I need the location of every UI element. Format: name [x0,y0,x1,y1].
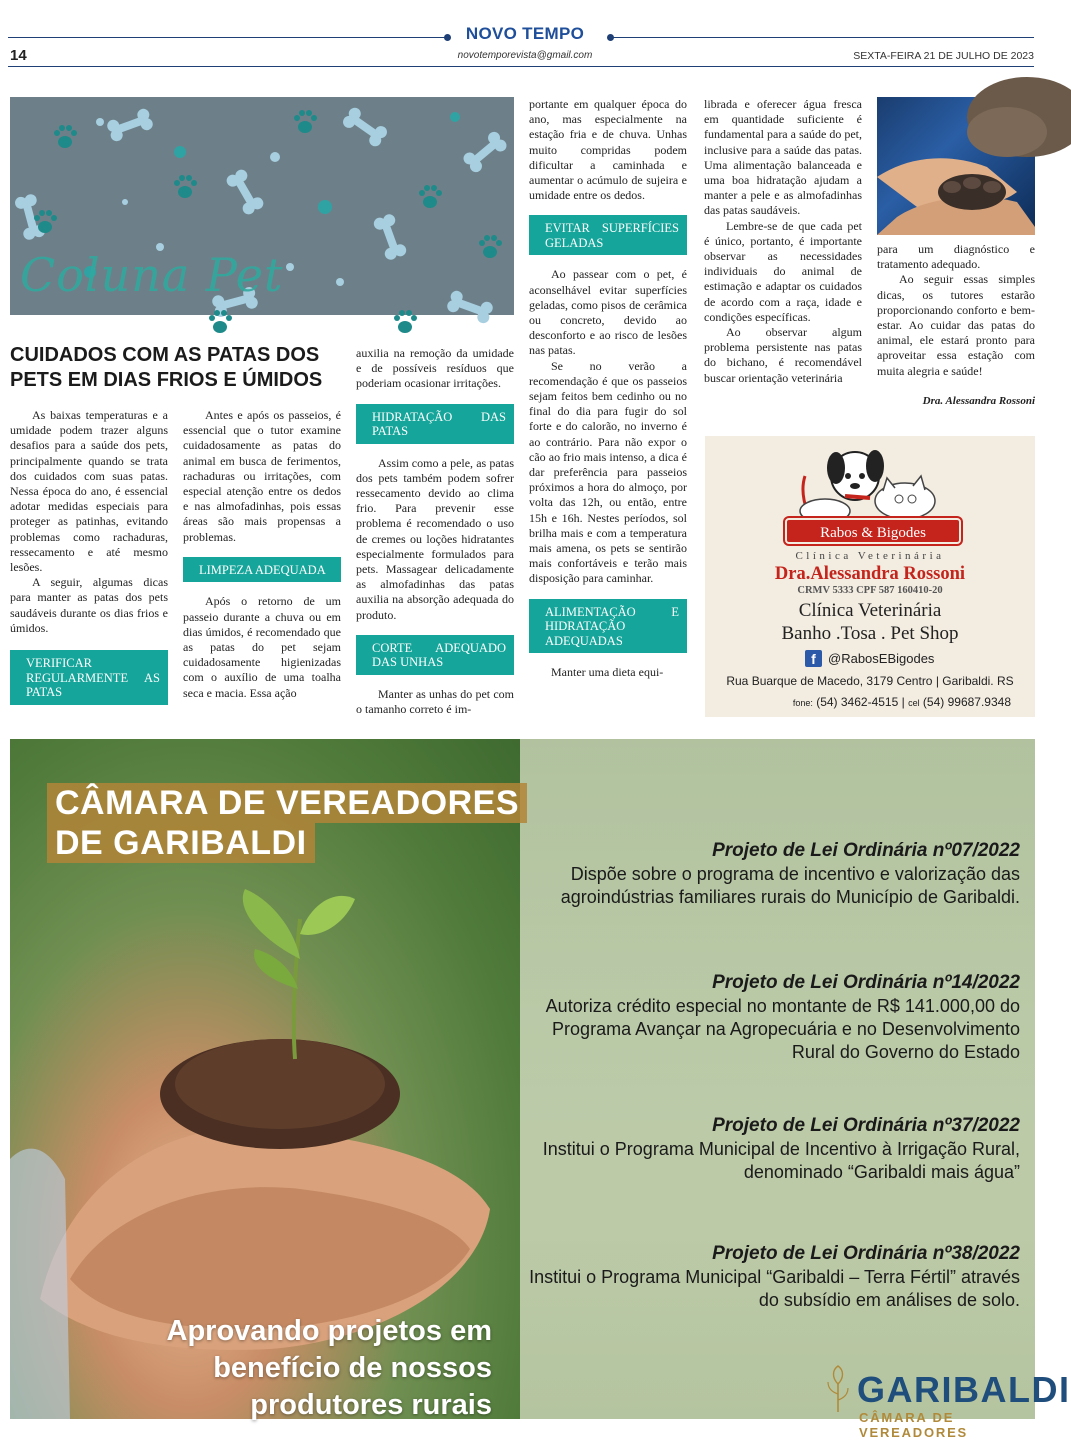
article-paragraph: As baixas temperaturas e a umidade podem trazer alguns desafios para a saúde dos pets, principalmente quando se trata dos cuidados com suas patas. Nessa época do ano, é essencial adotar medidas especiais para proteger as patinhas, evitando problemas como rachaduras, ressecamento e até mesmo lesões. [10,408,168,575]
camara-ad [10,739,1071,1440]
phone-number[interactable]: (54) 3462-4515 [816,695,899,709]
article-paragraph: A seguir, algumas dicas para manter as patas dos pets saudáveis durante os dias frios e úmidos. [10,575,168,635]
project-title: Projeto de Lei Ordinária nº38/2022 [712,1243,1020,1264]
article-paragraph: auxilia na remoção da umidade e de possíveis resíduos que poderiam ocasionar irritações. [356,346,514,391]
camara-title-line1: CÂMARA DE VEREADORES [47,783,527,823]
article-column-1 [10,408,168,717]
article-paragraph: Manter as unhas do pet com o tamanho correto é im- [356,686,514,717]
issue-date: SEXTA-FEIRA 21 DE JULHO DE 2023 [853,50,1034,62]
article-paragraph: Ao passear com o pet, é aconselhável evitar superfícies geladas, como pisos de cerâmica ou concreto, devido ao desconforto e ao risco de lesões nas patas. [529,267,687,358]
clinic-facebook[interactable] [805,650,934,667]
article-paragraph: Manter uma dieta equi- [551,665,664,680]
subheading-limpeza: LIMPEZA ADEQUADA [183,557,341,583]
project-description: Autoriza crédito especial no montante de R$ 141.000,00 do Programa Avançar na Agropecuária e no Desenvolvimento Rural do Governo do Estado [545,996,1020,1062]
article-column-2 [183,408,341,701]
header-rule-left [8,37,448,38]
project-description: Institui o Programa Municipal “Garibaldi – Terra Fértil” através do subsídio em análises de solo. [529,1267,1020,1310]
project-item [520,1114,1020,1184]
project-title: Projeto de Lei Ordinária nº14/2022 [712,972,1020,993]
article-paragraph: Ao seguir essas simples dicas, os tutores estarão proporcionando conforto e bem-estar. Ao cuidar das patas do animal, ele estará pronto para aproveitar essa estação com muita alegria e saúde! [877,272,1035,378]
garibaldi-logo-name: GARIBALDI [857,1369,1071,1410]
clinic-subtitle: Clínica Veterinária [795,550,945,562]
project-title: Projeto de Lei Ordinária nº37/2022 [712,1115,1020,1136]
dog-cat-logo-icon [705,436,1035,526]
project-description: Dispõe sobre o programa de incentivo e valorização das agroindústrias familiares rurais do Município de Garibaldi. [560,864,1020,907]
project-item [520,839,1020,909]
clinic-crmv: CRMV 5333 CPF 587 160410-20 [797,585,943,596]
subheading-evitar: EVITAR SUPERFÍCIES GELADAS [529,215,687,255]
article-column-6 [877,242,1035,379]
subheading-verificar: VERIFICAR REGULARMENTE AS PATAS [10,650,168,705]
newspaper-email[interactable]: novotemporevista@gmail.com [457,50,593,61]
subheading-alimentacao: ALIMENTAÇÃO E HIDRATAÇÃO ADEQUADAS [529,599,687,654]
page-number: 14 [10,47,27,64]
project-title: Projeto de Lei Ordinária nº07/2022 [712,840,1020,861]
project-item [520,1242,1020,1312]
clinic-phones: fone: (54) 3462-4515 | cel (54) 99687.9348 [792,695,1011,709]
vet-clinic-ad[interactable] [705,436,1035,717]
article-paragraph: Se no verão a recomendação é que os passeios sejam feitos bem cedinho ou no final do dia para fugir do sol forte e do calorão, no inverno é ao contrário. Para não expor o cão ao frio mais intenso, a dica é dar preferência para passeios próximos a hora do almoço, por volta das 12h, ou então, entre 15h e 16h. Nestes períodos, sol brilha mais e com a temperatura mais amena, os pets se sentirão mais confortáveis e terão mais disposição para caminhar. [529,358,687,586]
subheading-corte: CORTE ADEQUADO DAS UNHAS [356,635,514,675]
article-signature: Dra. Alessandra Rossoni [922,395,1035,407]
dog-paw-photo [877,97,1035,235]
article-paragraph: Antes e após os passeios, é essencial que o tutor examine cuidadosamente as patas do animal em busca de ferimentos, rachaduras ou irritações, com especial atenção entre os dedos e nas almofadinhas, pois essas áreas são mais propensas a problemas. [183,408,341,544]
project-description: Institui o Programa Municipal de Incentivo à Irrigação Rural, denominado “Garibaldi mais água” [542,1139,1020,1182]
paw-photo-illustration [877,97,1035,235]
article-column-5 [704,97,862,386]
header-rule-right [612,37,1034,38]
clinic-services [705,599,1035,645]
camara-title-line2: DE GARIBALDI [47,823,315,863]
clinic-services-line1: Clínica Veterinária [798,600,942,621]
facebook-icon: f [805,650,822,667]
garibaldi-flower-icon [822,1364,854,1414]
article-headline: CUIDADOS COM AS PATAS DOS PETS EM DIAS FRIOS E ÚMIDOS [10,344,323,391]
article-paragraph: portante em qualquer época do ano, mas especialmente na estação fria e de chuva. Unhas muito compridas podem dificultar a caminhada e aumentar o acúmulo de sujeira e umidade entre os dedos. [529,97,687,203]
cell-label: cel [908,698,920,708]
clinic-brand-sign: Rabos & Bigodes [785,518,961,544]
cell-number[interactable]: (54) 99687.9348 [922,695,1011,709]
subheading-hidratacao: HIDRATAÇÃO DAS PATAS [356,404,514,444]
header-bottom-rule [8,66,1034,67]
project-item [520,971,1020,1064]
clinic-services-line2: Banho .Tosa . Pet Shop [781,623,959,644]
camara-slogan: Aprovando projetos em benefício de nossos produtores rurais [166,1315,492,1421]
article-paragraph: para um diagnóstico e tratamento adequado. [877,242,1035,272]
article-paragraph: Após o retorno de um passeio durante a chuva ou em dias úmidos, é recomendado que as patas do pet sejam cuidadosamente higienizadas com o auxílio de uma toalha seca e macia. Essa ação [183,594,341,700]
article-paragraph: Assim como a pele, as patas dos pets também podem sofrer ressecamento devido ao clima frio. Para prevenir esse problema é recomendado o uso de cremes ou loções hidratantes especialmente formulados para pets. Massagear delicadamente as almofadinhas das patas auxilia na absorção adequada do produto. [356,455,514,622]
garibaldi-logo-subtitle: CÂMARA DE VEREADORES [859,1410,969,1440]
clinic-address: Rua Buarque de Macedo, 3179 Centro | Garibaldi. RS [726,674,1014,688]
coluna-pet-label: Coluna Pet [20,248,284,302]
newspaper-title: NOVO TEMPO [465,24,585,43]
facebook-handle[interactable]: @RabosEBigodes [828,651,935,666]
phone-label: fone: [792,698,813,708]
article-column-4 [529,97,687,680]
article-paragraph: Lembre-se de que cada pet é único, portanto, é importante observar as necessidades individuais do animal de estimação e adaptar os cuidados de acordo com a raça, idade e condições específicas. [704,218,862,324]
clinic-doctor: Dra.Alessandra Rossoni [774,564,966,584]
article-paragraph: Ao observar algum problema persistente nas patas do bichano, é recomendável buscar orientação veterinária [704,325,862,385]
article-column-3 [356,346,514,717]
article-paragraph: librada e oferecer água fresca em quantidade suficiente é fundamental para a saúde do pet, inclusive para a saúde das patas. Uma alimentação balanceada e uma boa hidratação ajudam a manter a pele e as almofadinhas das patas saudáveis. [704,97,862,218]
